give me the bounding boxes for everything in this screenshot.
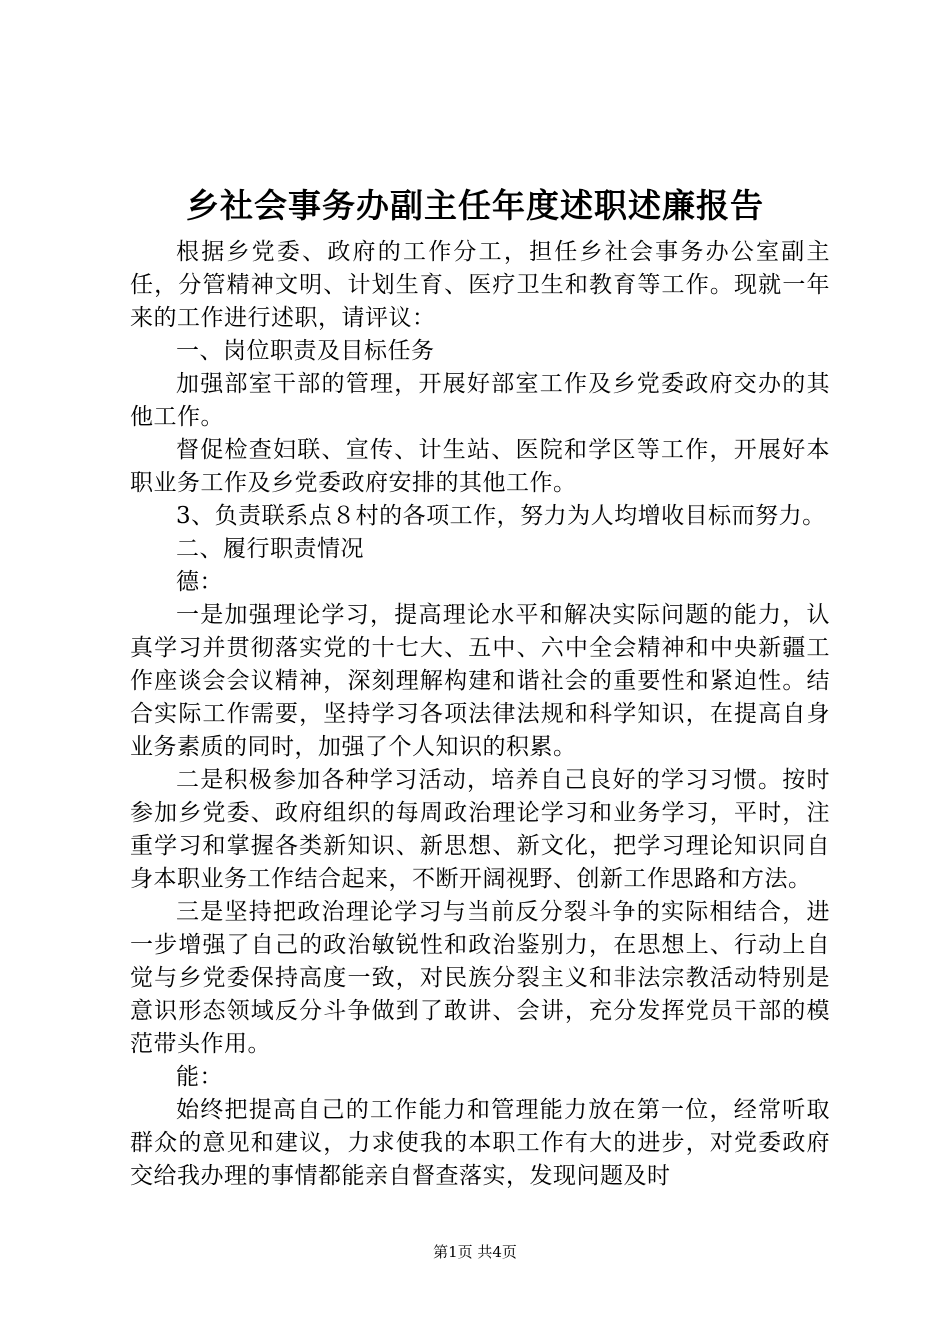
paragraph-virtue-1: 一是加强理论学习，提高理论水平和解决实际问题的能力，认真学习并贯彻落实党的十七大、五中、六中全会精神和中央新疆工作座谈会会议精神，深刻理解构建和谐社会的重要性和紧迫性。结合实际工作需要，坚持学习各项法律法规和科学知识，在提高自身业务素质的同时，加强了个人知识的积累。 bbox=[130, 602, 830, 760]
paragraph-duty-2: 督促检查妇联、宣传、计生站、医院和学区等工作，开展好本职业务工作及乡党委政府安排的其他工作。 bbox=[130, 437, 830, 496]
subheading-virtue: 德： bbox=[176, 569, 223, 595]
paragraph-duty-3: 3、负责联系点８村的各项工作，努力为人均增收目标而努力。 bbox=[176, 503, 826, 529]
page-number-footer: 第1页 共4页 bbox=[433, 1243, 517, 1261]
paragraph-virtue-2: 二是积极参加各种学习活动，培养自己良好的学习习惯。按时参加乡党委、政府组织的每周政治理论学习和业务学习，平时，注重学习和掌握各类新知识、新思想、新文化，把学习理论知识同自身本职业务工作结合起来，不断开阔视野、创新工作思路和方法。 bbox=[130, 767, 830, 892]
paragraph-ability-1: 始终把提高自己的工作能力和管理能力放在第一位，经常听取群众的意见和建议，力求使我的本职工作有大的进步，对党委政府交给我办理的事情都能亲自督查落实，发现问题及时 bbox=[130, 1097, 830, 1189]
paragraph-duty-1: 加强部室干部的管理，开展好部室工作及乡党委政府交办的其他工作。 bbox=[130, 371, 830, 430]
section-heading-performance: 二、履行职责情况 bbox=[176, 536, 364, 562]
document-body bbox=[130, 236, 830, 1193]
document-title: 乡社会事务办副主任年度述职述廉报告 bbox=[186, 186, 764, 225]
paragraph-virtue-3: 三是坚持把政治理论学习与当前反分裂斗争的实际相结合，进一步增强了自己的政治敏锐性和政治鉴别力，在思想上、行动上自觉与乡党委保持高度一致，对民族分裂主义和非法宗教活动特别是意识形态领域反分斗争做到了敢讲、会讲，充分发挥党员干部的模范带头作用。 bbox=[130, 899, 830, 1057]
paragraph-intro: 根据乡党委、政府的工作分工，担任乡社会事务办公室副主任，分管精神文明、计划生育、医疗卫生和教育等工作。现就一年来的工作进行述职，请评议： bbox=[130, 239, 830, 331]
subheading-ability: 能： bbox=[176, 1064, 223, 1090]
section-heading-duties: 一、岗位职责及目标任务 bbox=[176, 338, 435, 364]
